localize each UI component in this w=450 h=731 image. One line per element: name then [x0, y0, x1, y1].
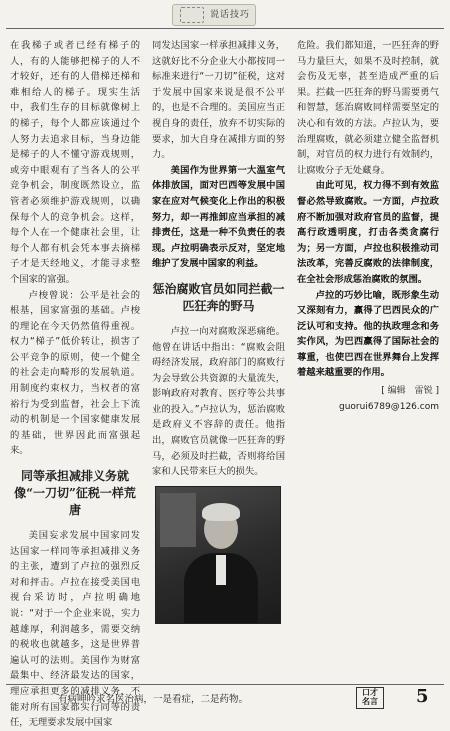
editor-credit: [ 编辑 雷锐 ]: [381, 386, 439, 397]
col3-paragraph-2: 由此可见，权力得不到有效监督必然导致腐败。一方面，卢拉政府不断加强对政府官员的监督，提高行政透明度，打击各类贪腐行为；另一方面，卢拉也积极推动司法改革，完善反腐败的法律制度，在全社会形成惩治腐败的氛围。: [297, 180, 439, 285]
magazine-logo: 口才 名言: [356, 687, 384, 709]
photo-background-shape: [160, 493, 196, 547]
col2-paragraph-2: 美国作为世界第一大温室气体排放国，面对巴西等发展中国家在应对气候变化上作出的积极努力，却一再推卸应当承担的减排责任，这是一种不负责任的表现。卢拉明确表示反对，坚定地维护了发展中国家的利益。: [152, 164, 285, 270]
section-title: 说话技巧: [210, 10, 251, 20]
section-emblem-icon: [180, 7, 204, 23]
col2-paragraph-1: 同发达国家一样承担减排义务，这就好比不分企业大小都按同一标准来进行“一刀切”征税，这对于发展中国家来说是很不公平的，也是不合理的。美国应当正视自身的责任，放弃不切实际的要求，加大自身在减排方面的努力。: [152, 40, 285, 161]
col3-paragraph-1: 危险。我们都知道，一匹狂奔的野马力量巨大，如果不及时控制，就会伤及无辜，甚至造成严重的后果。拦截一匹狂奔的野马需要勇气和智慧，惩治腐败同样需要坚定的决心和有效的方法。卢拉认为，要治理腐败，就必须建立健全监督机制，对官员的权力进行有效制约，让腐败分子无处藏身。: [297, 40, 439, 176]
col1-paragraph-1: 在我梯子或者已经有梯子的人，有的人能够把梯子的人不才较好，还有的人借梯还梯和难相给人的梯子。现实生活中，我们生存的目标就像树上的梯子，每个人都应该通过个人努力去追求目标，当身边能是梯子的人不懂守游戏规则，或旁中眼观有了当各人的公平竞争机会，制度既然设立，监管者必须维护游戏规则，以确保每个人的竞争机会。这样，每个人在一个健康社会里，让每个人都有机会凭本事去摘梯子才是天经地义，才能寻求整个国家的富强。: [10, 40, 140, 285]
col1-paragraph-2: 卢梭曾说：公平是社会的根基，国家富强的基础。卢梭的理论在今天仍然值得重视。权力“梯子”低价转让，损害了公平竞争的原则，使一个健全的社会走向畸形的发展轨道。用制度约束权力，当权者的富裕行为受到监督，社会上下流动的机制是一个国家健康发展的基础，世界因此而富强起来。: [10, 289, 140, 457]
subheading-emission: 同等承担减排义务就像“一刀切”征税一样荒唐: [14, 469, 136, 518]
subheading-corruption: 惩治腐败官员如同拦截一匹狂奔的野马: [152, 281, 285, 313]
page-number: 5: [416, 686, 429, 707]
col3-paragraph-3: 卢拉的巧妙比喻，既形象生动又深刻有力，赢得了巴西民众的广泛认可和支持。他的执政理念和务实作风，为巴西赢得了国际社会的尊重，也使巴西在世界舞台上发挥着越来越重要的作用。: [297, 289, 439, 379]
column-2: [152, 38, 285, 624]
col1-paragraph-3: 美国妄求发展中国家同发达国家一样同等承担减排义务的主张，遭到了卢拉的强烈反对和抨击。卢拉在接受美国电视台采访时，卢拉明确地说：“对于一个企业来说，实力越雄厚，利润越多，需要交纳的税收也就越多，这是世界普遍认可的法则。美国作为财富最集中、经济最发达的国家，理应承担更多的减排义务，不能对所有国家都实行同等的责任，无理要求发展中国家: [10, 530, 140, 729]
page-header: [0, 0, 450, 30]
portrait-photo: [155, 486, 281, 624]
photo-hair-shape: [202, 503, 240, 521]
column-3: [297, 38, 439, 415]
footer-quote: 有病呻吟求名医治病，一是看症，二是药物。: [58, 694, 249, 705]
photo-shirt-shape: [216, 555, 226, 585]
editor-email: guorui6789@126.com: [339, 401, 439, 412]
page-footer: [0, 684, 450, 712]
col2-paragraph-3: 卢拉一向对腐败深恶痛绝。他曾在讲话中指出：“腐败会阻碍经济发展，政府部门的腐败行为会导致公共资源的大量流失，影响政府对教育、医疗等公共事业的投入。”卢拉认为，惩治腐败是政府义不容辞的责任。他指出，腐败官员就像一匹狂奔的野马，必须及时拦截，否则将给国家和人民带来巨大的损失。: [152, 325, 285, 478]
header-rule: [6, 28, 444, 29]
column-1: [10, 38, 140, 731]
footer-rule: [6, 684, 444, 685]
